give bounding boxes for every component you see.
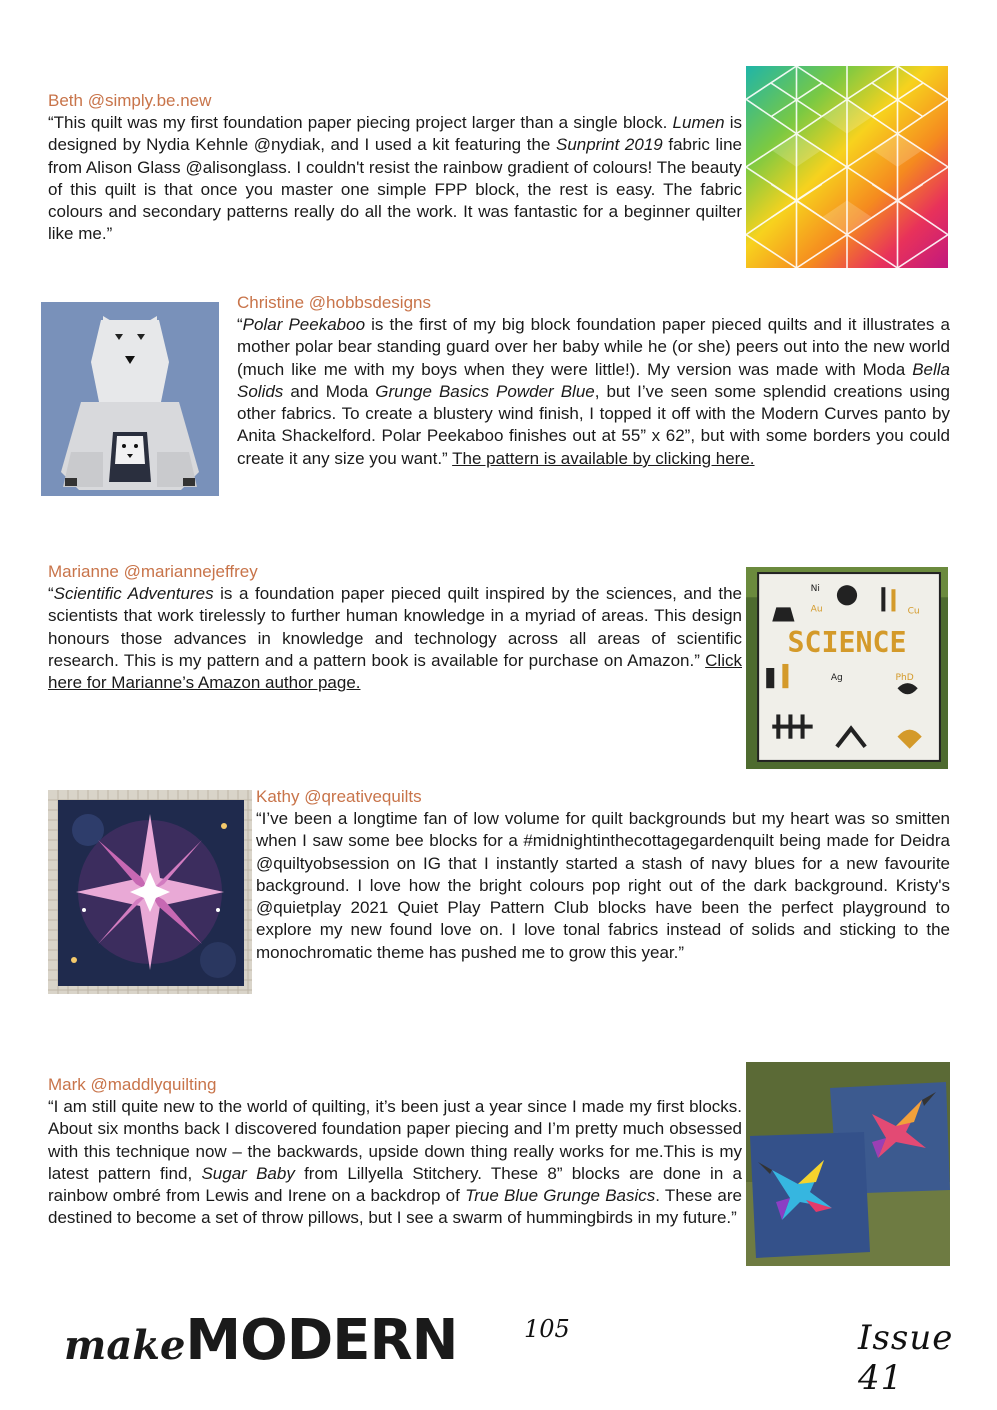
entry-text: “I’ve been a longtime fan of low volume for quilt backgrounds but my heart was so smitten when I saw some bee blocks for a #midnightinthecottagegardenquilt being made for Deidra @quiltyobsession on IG that I instantly started a stash of navy blues for a new favourite background. I love how the bright colours pop right out of the dark background. Kristy's @quietplay 2021 Quiet Play Pattern Club blocks have been the perfect playground to explore my new found love on. I love tonal fabrics instead of solids and sticking to the monochromatic theme has pushed me to grow this year.”	[256, 809, 950, 962]
entry-text: “Scientific Adventures is a foundation paper pieced quilt inspired by the sciences, and the scientists that work tirelessly to further human knowledge in a myriad of areas. This design honours those advances in knowledge and technology across all areas of scientific research. This is my pattern and a pattern book is available for purchase on Amazon.” Click here for Marianne’s Amazon author page.	[48, 584, 742, 693]
element-au: Au	[810, 604, 823, 615]
element-phd: PhD	[895, 673, 914, 684]
amazon-author-link[interactable]: Click here for Marianne’s Amazon author page.	[48, 650, 742, 693]
author-name: Marianne @mariannejeffrey	[48, 562, 258, 581]
page-number: 105	[524, 1315, 570, 1343]
science-quilt-photo	[746, 567, 948, 769]
entry-marianne	[48, 561, 742, 694]
entry-christine	[237, 292, 950, 470]
logo-make-text: make	[64, 1322, 186, 1369]
entry-text: “This quilt was my first foundation paper piecing project larger than a single block. Lumen is designed by Nydia Kehnle @nydiak, and I used a kit featuring the Sunprint 2019 fabric line from Alison Glass @alisonglass. I couldn't resist the rainbow gradient of colours! The beauty of this quilt is that once you master one simple FPP block, the rest is easy. The fabric colours and secondary patterns really do all the work. It was fantastic for a beginner quilter like me.”	[48, 113, 742, 244]
author-name: Mark @maddlyquilting	[48, 1075, 217, 1094]
author-name: Kathy @qreativequilts	[256, 787, 422, 806]
element-cu: Cu	[907, 606, 920, 617]
lumen-quilt-photo	[746, 66, 948, 268]
logo-modern-text: MODERN	[185, 1308, 458, 1373]
entry-mark	[48, 1074, 742, 1230]
make-modern-logo	[64, 1308, 458, 1378]
author-name: Beth @simply.be.new	[48, 91, 212, 110]
polar-bear-quilt-photo	[41, 302, 219, 496]
issue-number: Issue 41	[858, 1318, 954, 1398]
element-ni: Ni	[810, 584, 820, 595]
star-quilt-photo	[48, 790, 252, 994]
science-title: SCIENCE	[787, 625, 907, 659]
pattern-link[interactable]: The pattern is available by clicking here.	[452, 448, 755, 468]
author-name: Christine @hobbsdesigns	[237, 293, 431, 312]
entry-text: “Polar Peekaboo is the first of my big block foundation paper pieced quilts and it illustrates a mother polar bear standing guard over her baby while he (or she) peers out into the new world (much like me with my boys when they were little!). My version was made with Moda Bella Solids and Moda Grunge Basics Powder Blue, but I’ve seen some splendid creations using other fabrics. To create a blustery wind finish, I topped it off with the Modern Curves panto by Anita Shackelford. Polar Peekaboo finishes out at 55” x 62”, but with some borders you could create it any size you want.” The pattern is available by clicking here.	[237, 315, 951, 468]
entry-text: “I am still quite new to the world of quilting, it’s been just a year since I made my first blocks. About six months back I discovered foundation paper piecing and I’m pretty much obsessed with this technique now – the backwards, upside down thing really works for me.This is my latest pattern find, Sugar Baby from Lillyella Stitchery. These 8” blocks are done in a rainbow ombré from Lewis and Irene on a backdrop of True Blue Grunge Basics. These are destined to become a set of throw pillows, but I see a swarm of hummingbirds in my future.”	[48, 1097, 742, 1228]
entry-beth	[48, 90, 742, 246]
hummingbird-blocks-photo	[746, 1062, 950, 1266]
element-ag: Ag	[830, 673, 843, 684]
entry-kathy	[256, 786, 950, 964]
